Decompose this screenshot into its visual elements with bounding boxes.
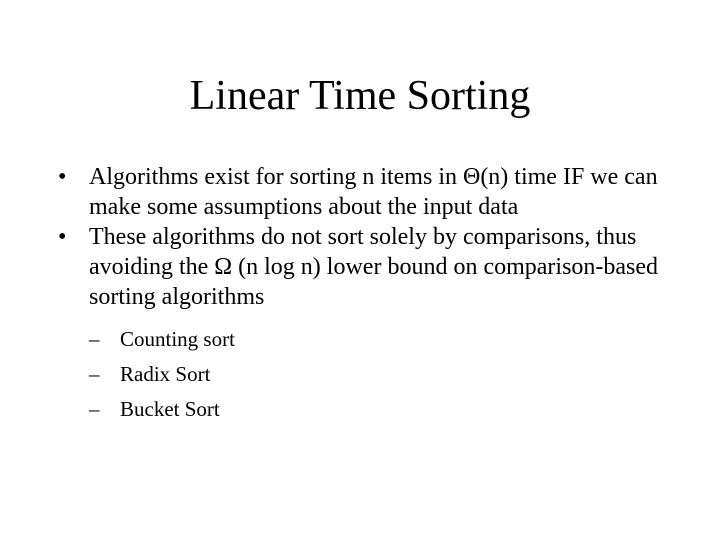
bullet-item [58,162,678,222]
bullet-text: These algorithms do not sort solely by comparisons, thus avoiding the Ω (n log n) lower bound on comparison-based sorting algorithms [89,224,659,310]
sub-bullet-text: Radix Sort [120,362,211,386]
bullet-item [58,222,678,427]
sub-bullet-text: Counting sort [120,327,235,351]
sub-bullet-marker: – [89,397,100,421]
sub-bullet-item [89,357,678,392]
bullet-text: Algorithms exist for sorting n items in Θ(n) time IF we can make some assumptions about the input data [89,164,658,220]
slide-title: Linear Time Sorting [189,73,531,119]
bullet-list [58,162,678,427]
sub-bullet-item [89,392,678,427]
sub-bullet-item [89,322,678,357]
sub-bullet-list [89,322,678,427]
bullet-marker: • [58,164,67,190]
sub-bullet-marker: – [89,362,100,386]
bullet-marker: • [58,224,67,250]
sub-bullet-text: Bucket Sort [120,397,220,421]
sub-bullet-marker: – [89,327,100,351]
